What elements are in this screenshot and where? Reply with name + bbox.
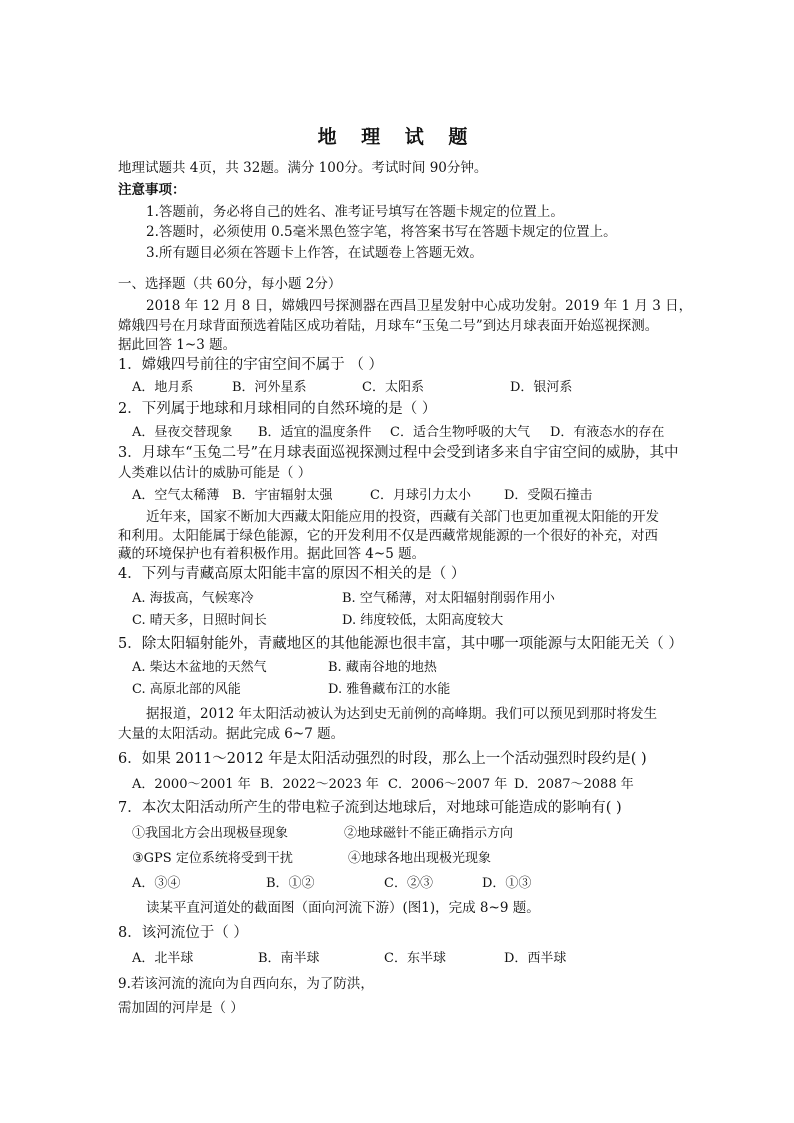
exam-intro: 地理试题共 4页，共 32题。满分 100分。考试时间 90分钟。 (118, 160, 488, 176)
q7-option-d[interactable]: D．①③ (482, 876, 532, 891)
section-heading: 一、选择题（共 60分，每小题 2分） (118, 276, 342, 292)
q3-option-d[interactable]: D．受陨石撞击 (504, 488, 593, 503)
passage-line: 大量的太阳活动。据此完成 6~7 题。 (118, 726, 345, 742)
q5-option-d[interactable]: D. 雅鲁藏布江的水能 (328, 682, 451, 697)
q7-option-a[interactable]: A．③④ (132, 876, 181, 891)
q4-option-d[interactable]: D. 纬度较低，太阳高度较大 (342, 613, 504, 628)
passage-line: 据此回答 1~3 题。 (118, 337, 237, 353)
q7-option-b[interactable]: B．①② (266, 876, 315, 891)
q2-option-c[interactable]: C．适合生物呼吸的大气 (390, 425, 530, 440)
q6-option-b[interactable]: B．2022～2023 年 (260, 777, 379, 792)
q5-option-a[interactable]: A. 柴达木盆地的天然气 (132, 660, 267, 675)
passage-line: 2018 年 12 月 8 日，嫦娥四号探测器在西昌卫星发射中心成功发射。2019 年 1 月 3 日， (146, 298, 693, 314)
q3-option-b[interactable]: B．宇宙辐射太强 (232, 488, 333, 503)
q1-option-d[interactable]: D．银河系 (510, 380, 573, 395)
question-9-stem-cont: 需加固的河岸是（ ） (118, 1000, 244, 1016)
question-3-stem: 3．月球车“玉兔二号”在月球表面巡视探测过程中会受到诸多来自宇宙空间的威胁，其中 (118, 445, 679, 461)
notice-heading: 注意事项： (118, 182, 186, 198)
q6-option-d[interactable]: D．2087～2088 年 (514, 777, 634, 792)
q2-option-a[interactable]: A．昼夜交替现象 (132, 425, 233, 440)
q1-option-b[interactable]: B．河外星系 (232, 380, 307, 395)
question-1-stem: 1．嫦娥四号前往的宇宙空间不属于 （ ） (118, 357, 383, 373)
q7-statement: ①我国北方会出现极昼现象 (132, 826, 289, 841)
q6-option-c[interactable]: C．2006～2007 年 (388, 777, 508, 792)
question-8-stem: 8．该河流位于（ ） (118, 925, 248, 941)
q3-option-a[interactable]: A．空气太稀薄 (132, 488, 220, 503)
q7-option-c[interactable]: C．②③ (384, 876, 433, 891)
q3-option-c[interactable]: C．月球引力太小 (370, 488, 471, 503)
question-5-stem: 5．除太阳辐射能外，青藏地区的其他能源也很丰富，其中哪一项能源与太阳能无关（ ） (118, 636, 683, 652)
q4-option-b[interactable]: B. 空气稀薄，对太阳辐射削弱作用小 (342, 591, 555, 606)
page-title: 地 理 试 题 (317, 126, 477, 148)
q1-option-c[interactable]: C．太阳系 (362, 380, 424, 395)
q7-statement: ③GPS 定位系统将受到干扰 (132, 851, 293, 866)
q8-option-c[interactable]: C．东半球 (384, 951, 446, 966)
notice-item: 1.答题前，务必将自己的姓名、准考证号填写在答题卡规定的位置上。 (146, 204, 564, 220)
passage-line: 藏的环境保护也有着积极作用。据此回答 4~5 题。 (118, 546, 426, 562)
q5-option-c[interactable]: C. 高原北部的风能 (132, 682, 241, 697)
q7-statement: ④地球各地出现极光现象 (348, 851, 492, 866)
q7-statement: ②地球磁针不能正确指示方向 (344, 826, 514, 841)
q8-option-b[interactable]: B．南半球 (258, 951, 320, 966)
question-7-stem: 7．本次太阳活动所产生的带电粒子流到达地球后，对地球可能造成的影响有( ) (118, 800, 622, 816)
q4-option-c[interactable]: C. 晴天多，日照时间长 (132, 613, 267, 628)
q8-option-d[interactable]: D．西半球 (504, 951, 567, 966)
passage-line: 近年来，国家不断加大西藏太阳能应用的投资，西藏有关部门也更加重视太阳能的开发 (146, 509, 659, 525)
passage-line: 嫦娥四号在月球背面预选着陆区成功着陆，月球车“玉兔二号”到达月球表面开始巡视探测。 (118, 318, 659, 334)
q2-option-d[interactable]: D．有液态水的存在 (550, 425, 665, 440)
passage-line: 读某平直河道处的截面图（面向河流下游）(图1)，完成 8~9 题。 (146, 900, 540, 916)
question-2-stem: 2．下列属于地球和月球相同的自然环境的是（ ） (118, 401, 437, 417)
notice-item: 2.答题时，必须使用 0.5毫米黑色签字笔，将答案书写在答题卡规定的位置上。 (146, 224, 617, 240)
q4-option-a[interactable]: A. 海拔高，气候寒冷 (132, 591, 254, 606)
passage-line: 据报道，2012 年太阳活动被认为达到史无前例的高峰期。我们可以预见到那时将发生 (146, 706, 658, 722)
question-3-stem-cont: 人类难以估计的威胁可能是（ ） (118, 465, 312, 481)
notice-item: 3.所有题目必须在答题卡上作答，在试题卷上答题无效。 (146, 245, 483, 261)
question-6-stem: 6．如果 2011～2012 年是太阳活动强烈的时段，那么上一个活动强烈时段约是( ) (118, 751, 647, 767)
q1-option-a[interactable]: A．地月系 (132, 380, 194, 395)
q8-option-a[interactable]: A．北半球 (132, 951, 194, 966)
question-4-stem: 4．下列与青藏高原太阳能丰富的原因不相关的是（ ） (118, 566, 466, 582)
question-9-stem: 9.若该河流的流向为自西向东，为了防洪， (118, 976, 374, 992)
q2-option-b[interactable]: B．适宜的温度条件 (258, 425, 372, 440)
q6-option-a[interactable]: A．2000～2001 年 (132, 777, 251, 792)
q5-option-b[interactable]: B. 藏南谷地的地热 (328, 660, 437, 675)
passage-line: 和利用。太阳能属于绿色能源，它的开发利用不仅是西藏常规能源的一个很好的补充，对西 (118, 528, 658, 544)
